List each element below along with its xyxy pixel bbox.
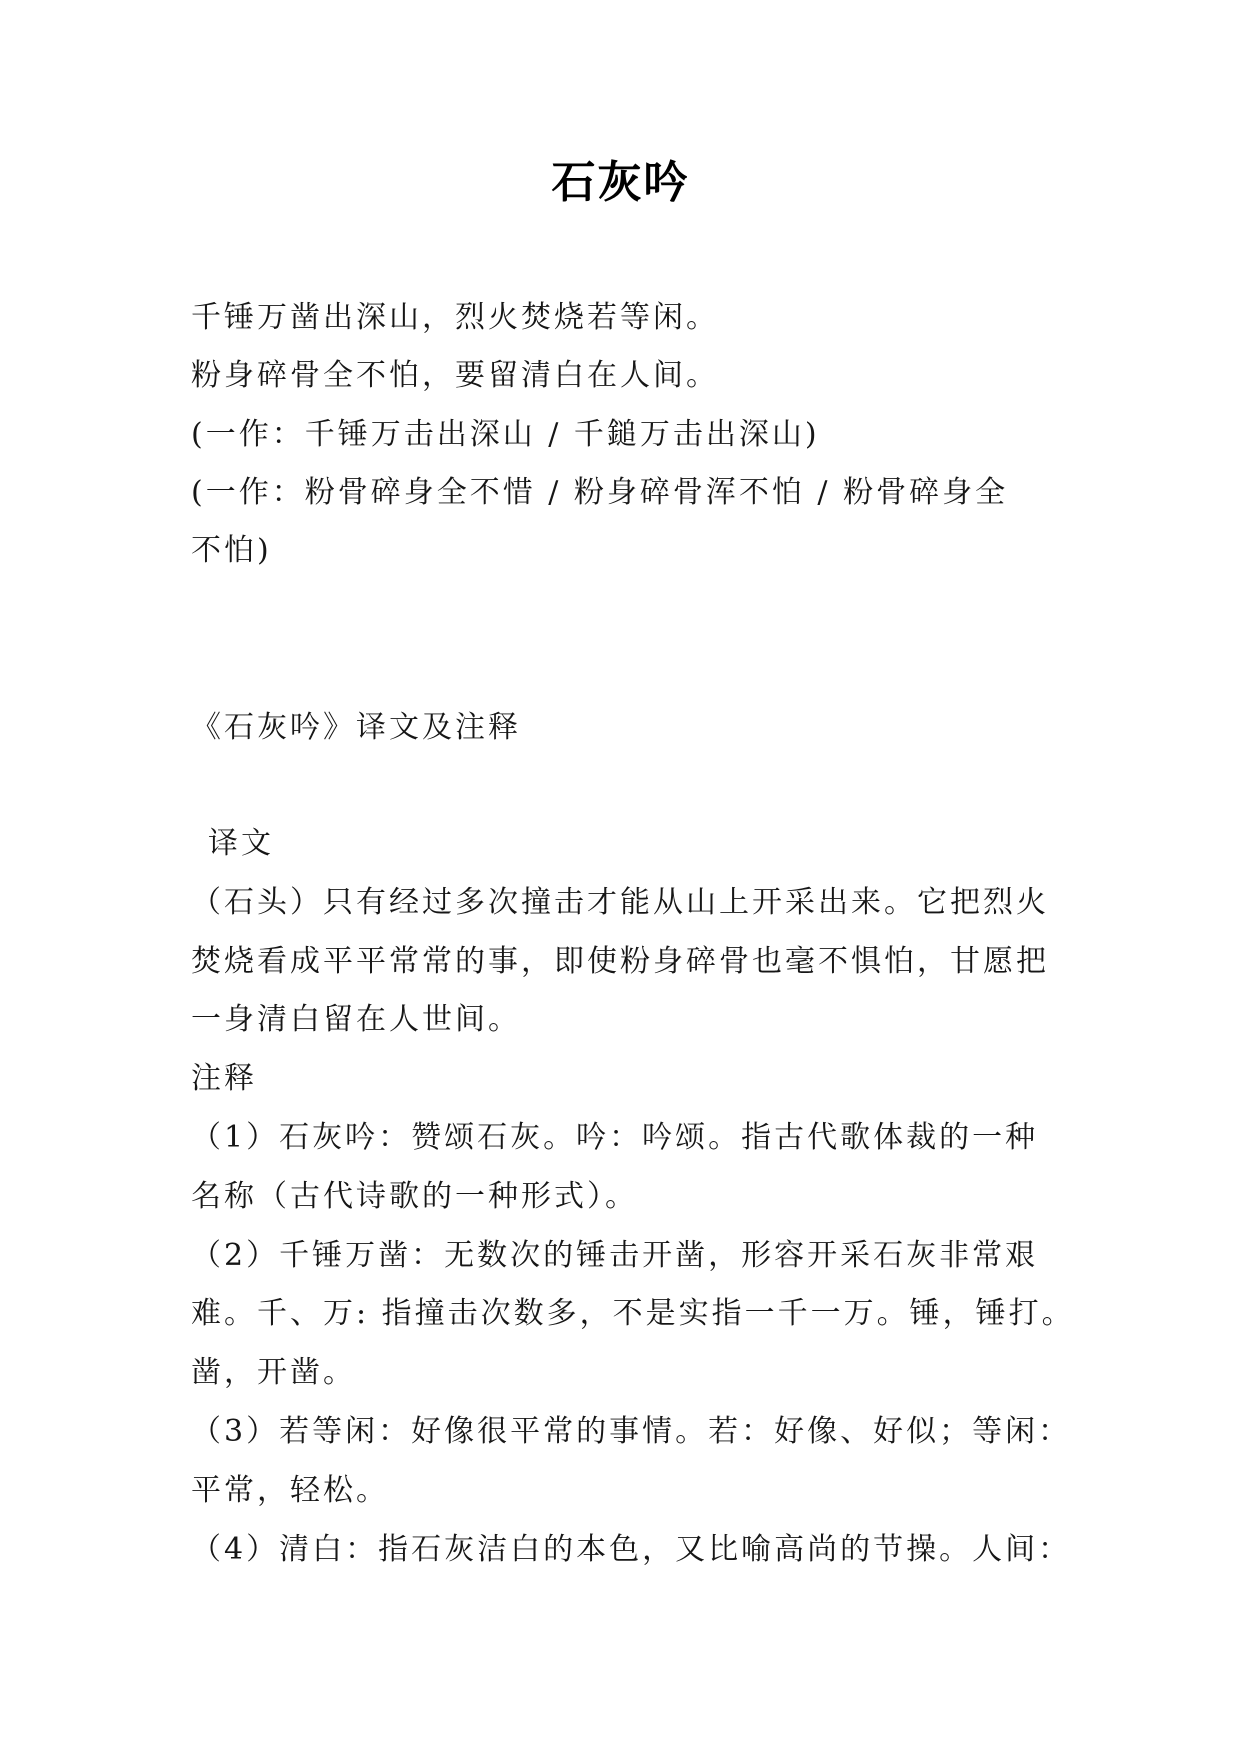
note-line: （3）若等闲：好像很平常的事情。若：好像、好似；等闲： (191, 1413, 1072, 1449)
notes-heading: 注释 (191, 1061, 257, 1097)
poem-line: 千锤万凿出深山，烈火焚烧若等闲。 (191, 300, 719, 335)
translation-heading: 译文 (208, 826, 274, 861)
translation-line: 一身清白留在人世间。 (191, 1002, 521, 1038)
note-line: （2）千锤万凿：无数次的锤击开凿，形容开采石灰非常艰 (191, 1237, 1039, 1273)
note-line: （1）石灰吟：赞颂石灰。吟：吟颂。指古代歌体裁的一种 (191, 1119, 1039, 1155)
note-line: 难。千、万: 指撞击次数多，不是实指一千一万。锤，锤打。 (191, 1296, 1075, 1332)
note-line: 凿，开凿。 (191, 1355, 356, 1391)
poem-variant-line: (一作：粉骨碎身全不惜 / 粉身碎骨浑不怕 / 粉骨碎身全 (191, 474, 1009, 510)
poem-text (191, 289, 1008, 580)
translation-line: 焚烧看成平平常常的事，即使粉身碎骨也毫不惧怕，甘愿把 (191, 943, 1049, 979)
translation-and-notes (191, 815, 1075, 1579)
section-heading (191, 699, 521, 757)
section-heading-text: 《石灰吟》译文及注释 (191, 710, 521, 745)
poem-line: 粉身碎骨全不怕，要留清白在人间。 (191, 358, 719, 394)
translation-line: （石头）只有经过多次撞击才能从山上开采出来。它把烈火 (191, 884, 1049, 920)
poem-variant-line: (一作：千锤万击出深山 / 千鎚万击出深山) (191, 416, 820, 452)
page-title: 石灰吟 (551, 157, 690, 208)
poem-variant-line: 不怕) (191, 533, 272, 569)
note-line: 平常，轻松。 (191, 1472, 389, 1508)
note-line: （4）清白：指石灰洁白的本色，又比喻高尚的节操。人间： (191, 1531, 1072, 1567)
note-line: 名称（古代诗歌的一种形式）。 (191, 1178, 638, 1214)
